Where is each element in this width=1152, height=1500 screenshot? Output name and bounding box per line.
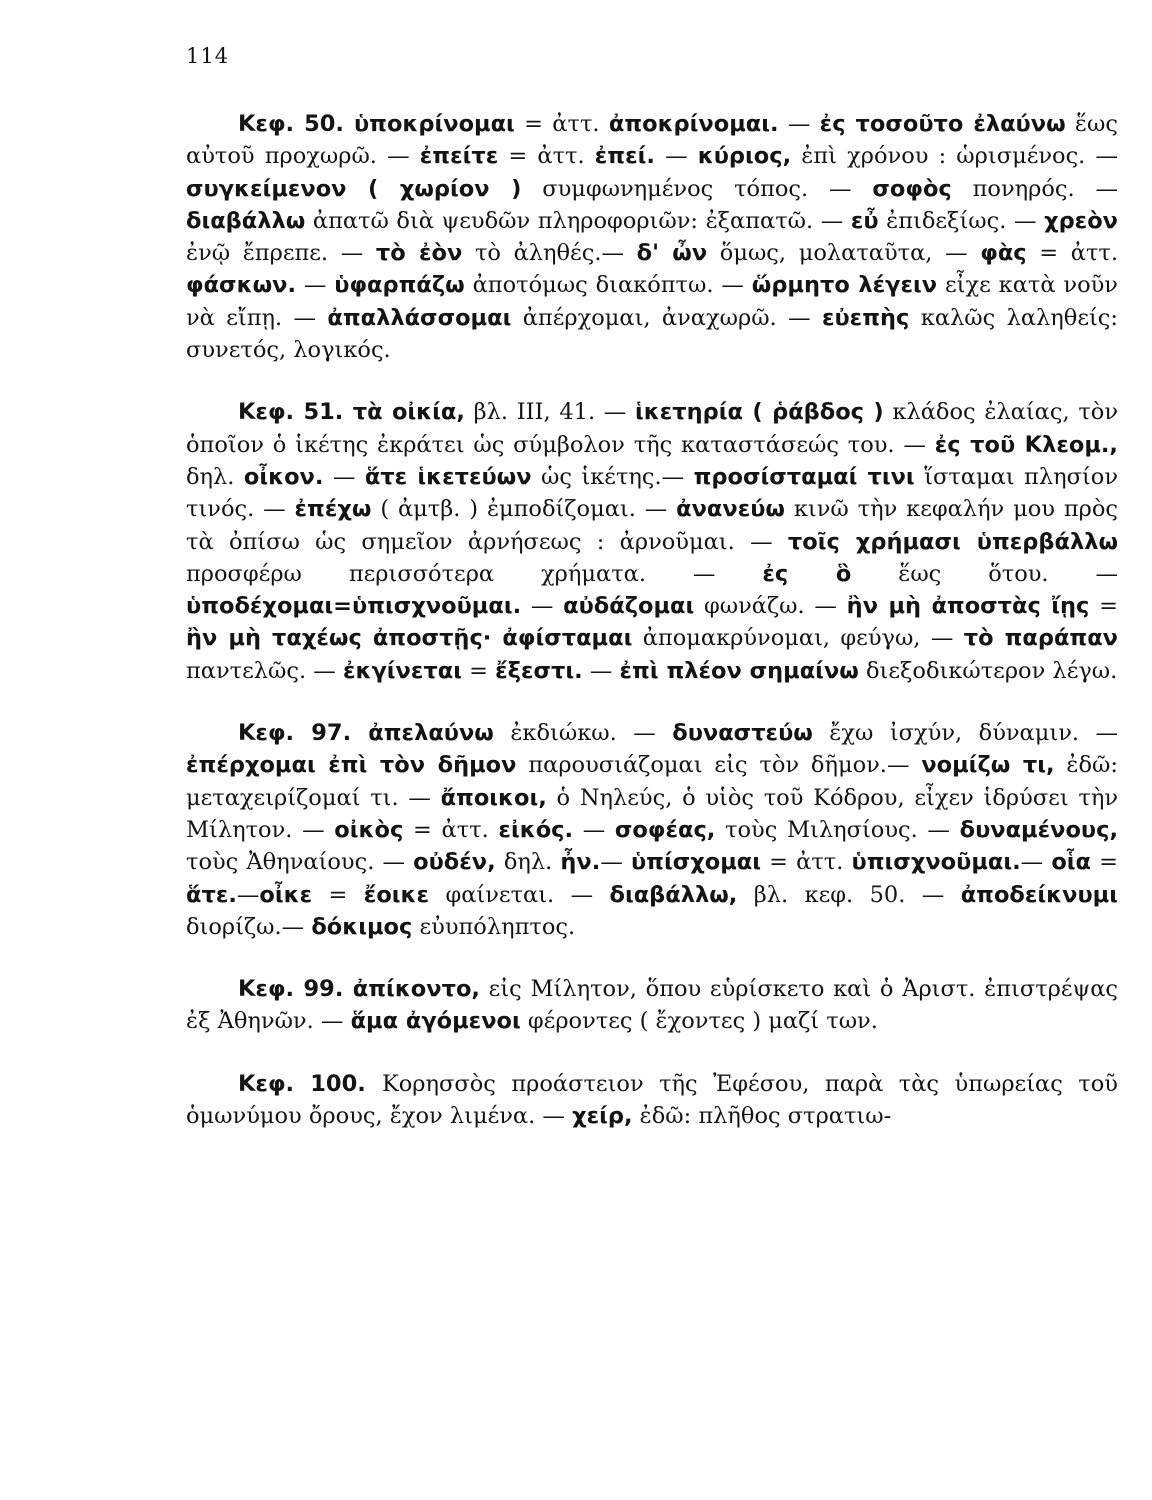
gloss-text: ἔχω ἰσχύν, δύναμιν. —: [812, 720, 1119, 747]
gloss-text: = ἀττ.: [498, 143, 595, 170]
gloss-text: =: [1091, 849, 1118, 876]
gloss-text: ( ἀμτβ. ) ἐμποδίζομαι. —: [371, 496, 677, 523]
gloss-text: καλῶς λαληθείς: συνετός, λογικός.: [186, 304, 1118, 364]
gloss-text: —: [296, 272, 335, 299]
headword: τοῖς χρήμασι ὑπερβάλλω: [787, 528, 1119, 555]
gloss-text: ὅμως, μολαταῦτα, —: [707, 240, 981, 267]
headword: χείρ,: [572, 1103, 633, 1130]
headword: χρεὸν: [1044, 207, 1118, 234]
headword: ἐκγίνεται: [342, 657, 462, 684]
gloss-text: = ἀττ.: [403, 816, 499, 843]
headword: δόκιμος: [311, 913, 413, 940]
gloss-text: —: [600, 849, 631, 876]
headword: τὸ παράπαν: [963, 625, 1118, 652]
gloss-text: ἐδῶ: μεταχειρίζομαί τι. —: [186, 752, 1118, 811]
gloss-text: ἕως αὐτοῦ προχωρῶ. —: [186, 111, 1118, 170]
headword: ἀνανεύω: [676, 496, 785, 523]
paragraph-kef-97: [186, 717, 1118, 943]
gloss-text: τοὺς Ἀθηναίους. —: [186, 849, 414, 876]
headword: Κεφ. 50.: [238, 111, 354, 137]
gloss-text: ὡς ἱκέτης.—: [531, 463, 694, 490]
headword: ἄποικοι,: [440, 784, 547, 811]
paragraph-kef-51: [186, 396, 1118, 687]
gloss-text: Κορησσὸς: [381, 1070, 496, 1097]
headword: οἰκὸς: [334, 816, 404, 843]
headword: ἅτε.: [186, 881, 237, 908]
headword: Κεφ. 51.: [238, 399, 353, 426]
headword: δυναστεύω: [672, 720, 813, 747]
gloss-text: ἕως ὅτου. —: [851, 560, 1118, 587]
headword: ἢν μὴ ταχέως ἀποστῇς· ἀφίσταμαι: [186, 625, 633, 652]
gloss-text: τοὺς Μιλησίους. —: [715, 816, 960, 843]
gloss-text: παντελῶς. —: [186, 657, 343, 684]
gloss-text: =: [312, 881, 364, 908]
headword: ἐς τοσοῦτο ἐλαύνω: [819, 111, 1066, 137]
gloss-text: ἀπομακρύνομαι, φεύγω, —: [632, 625, 964, 652]
gloss-text: διορίζω.—: [186, 913, 312, 940]
headword: ὑφαρπάζω: [334, 272, 465, 299]
headword: ἢν μὴ ἀποστὰς ἴῃς: [846, 593, 1090, 620]
gloss-text: συμφωνημένος τόπος. —: [521, 175, 873, 202]
gloss-text: τὸ ἀληθές.—: [462, 240, 637, 267]
gloss-text: φωνάζω. —: [694, 593, 847, 620]
gloss-text: ἀπέρχομαι, ἀναχωρῶ. —: [511, 304, 822, 331]
gloss-text: ἐκδιώκω. —: [493, 720, 673, 747]
gloss-text: πονηρός. —: [951, 175, 1118, 202]
gloss-text: προσφέρω περισσότερα χρήματα. —: [186, 560, 763, 587]
headword: ὑπίσχομαι: [630, 849, 762, 876]
gloss-text: =: [461, 657, 496, 684]
gloss-text: —: [323, 463, 365, 490]
headword: οἷα: [1051, 849, 1091, 876]
headword: ἀποκρίνομαι.: [608, 111, 779, 137]
headword: ἀπελαύνω: [368, 720, 494, 747]
headword: εἰκός.: [498, 816, 574, 843]
headword: φὰς: [980, 240, 1027, 267]
gloss-text: εὐυπόληπτος.: [412, 913, 576, 940]
headword: οἶκον.: [243, 463, 324, 490]
gloss-text: —: [582, 657, 620, 684]
commentary-text: [186, 108, 1118, 1162]
headword: ἐπέχω: [294, 496, 372, 523]
gloss-text: —: [236, 881, 260, 908]
headword: εὖ: [850, 207, 879, 234]
gloss-text: δηλ.: [186, 463, 244, 490]
headword: ἐς τοῦ Κλεομ.,: [934, 431, 1118, 458]
gloss-text: ἀπατῶ διὰ ψευδῶν πληροφοριῶν: ἐξαπατῶ. —: [305, 207, 851, 234]
gloss-text: εἶχε κατὰ νοῦν νὰ εἴπῃ. —: [186, 272, 1118, 331]
headword: νομίζω τι,: [921, 752, 1055, 779]
headword: ἐπείτε: [419, 143, 499, 170]
headword: ὑποκρίνομαι: [353, 111, 515, 137]
headword: Κεφ. 100.: [238, 1070, 382, 1097]
headword: κύριος,: [697, 143, 792, 170]
gloss-text: = ἀττ.: [761, 849, 852, 876]
gloss-text: κινῶ τὴν κεφαλήν μου πρὸς τὰ ὀπίσω ὡς σημεῖον ἀρνήσεως : ἀρνοῦμαι. —: [186, 496, 1118, 555]
headword: ἐπεί.: [594, 143, 655, 170]
headword: διαβάλλω,: [609, 881, 738, 908]
headword: οὐδέν,: [413, 849, 496, 876]
headword: σοφέας,: [614, 816, 716, 843]
gloss-text: ἐδῶ: πλῆθος στρατιω-: [632, 1103, 892, 1130]
gloss-text: ἀποτόμως διακόπτω. —: [464, 272, 752, 299]
gloss-text: βλ. III, 41. —: [464, 399, 636, 426]
headword: ἔοικε: [363, 881, 430, 908]
gloss-text: φέροντες ( ἔχοντες ) μαζί των.: [520, 1008, 878, 1035]
paragraph-kef-50: [186, 108, 1118, 366]
gloss-text: προάστειον τῆς Ἐφέσου, παρὰ τὰς ὑπωρείας τοῦ ὁμωνύμου ὄρους, ἔχον λιμένα. —: [186, 1070, 1118, 1130]
headword: ἐπέρχομαι ἐπὶ τὸν δῆμον: [186, 752, 517, 779]
gloss-text: = ἀττ.: [1026, 240, 1118, 267]
headword: δ' ὦν: [636, 240, 708, 267]
page-number: 114: [186, 44, 230, 68]
headword: σοφὸς: [872, 175, 952, 202]
headword: ἐπὶ πλέον σημαίνω: [619, 657, 859, 684]
headword: ἀποδείκνυμι: [960, 881, 1118, 908]
headword: τὸ ἐὸν: [375, 240, 463, 267]
headword: φάσκων.: [186, 272, 296, 299]
gloss-text: παρουσιάζομαι εἰς τὸν δῆμον.—: [516, 752, 922, 779]
gloss-text: βλ. κεφ. 50. —: [737, 881, 961, 908]
gloss-text: ἵσταμαι πλησίον τινός. —: [186, 463, 1118, 523]
headword: ἀπαλλάσσομαι: [327, 304, 512, 331]
headword: τὰ οἰκία,: [352, 399, 465, 426]
headword: διαβάλλω: [186, 207, 306, 234]
gloss-text: ἐπὶ χρόνου : ὡρισμένος. —: [791, 143, 1118, 170]
gloss-text: εἰς Μίλητον, ὅπου εὑρίσκετο καὶ ὁ Ἀριστ. ἐπιστρέψας ἐξ Ἀθηνῶν. —: [186, 976, 1118, 1035]
gloss-text: φαίνεται. —: [429, 881, 610, 908]
gloss-text: —: [778, 111, 820, 137]
headword: οἶκε: [259, 881, 313, 908]
gloss-text: ἐνῷ ἔπρεπε. —: [186, 240, 376, 267]
headword: ἀπίκοντο,: [352, 976, 480, 1003]
headword: συγκείμενον ( χωρίον ): [186, 175, 522, 202]
headword: ὑποδέχομαι=ὑπισχνοῦμαι.: [186, 593, 522, 620]
headword: ἦν.: [560, 849, 601, 876]
headword: ὥρμητο λέγειν: [751, 272, 938, 299]
gloss-text: —: [654, 143, 698, 170]
headword: ἅμα ἀγόμενοι: [350, 1008, 521, 1035]
headword: προσίσταμαί τινι: [693, 463, 915, 490]
headword: ἔξεστι.: [495, 657, 583, 684]
gloss-text: —: [573, 816, 615, 843]
gloss-text: διεξοδικώτερον λέγω.: [858, 657, 1118, 684]
headword: ὑπισχνοῦμαι.: [851, 849, 1021, 876]
paragraph-kef-99: [186, 973, 1118, 1038]
headword: ἅτε ἱκετεύων: [364, 463, 532, 490]
gloss-text: =: [1089, 593, 1118, 620]
headword: ἱκετηρία ( ῥάβδος ): [635, 399, 884, 426]
gloss-text: —: [521, 593, 564, 620]
gloss-text: ὁ Νηλεύς, ὁ υἱὸς τοῦ Κόδρου, εἶχεν ἱδρύσει τὴν Μίλητον. —: [186, 784, 1118, 843]
headword: Κεφ. 97.: [238, 720, 369, 747]
gloss-text: κλάδος ἐλαίας, τὸν ὁποῖον ὁ ἱκέτης ἐκράτει ὡς σύμβολον τῆς καταστάσεώς του. —: [186, 399, 1118, 458]
paragraph-kef-100: [186, 1068, 1118, 1133]
headword: αὐδάζομαι: [563, 593, 695, 620]
headword: Κεφ. 99.: [238, 976, 353, 1003]
gloss-text: ἐπιδεξίως. —: [878, 207, 1045, 234]
headword: δυναμένους,: [959, 816, 1118, 843]
gloss-text: = ἀττ.: [514, 111, 609, 137]
gloss-text: δηλ.: [495, 849, 561, 876]
headword: εὐεπὴς: [821, 304, 910, 331]
headword: ἐς ὃ: [762, 560, 852, 587]
gloss-text: —: [1020, 849, 1052, 876]
